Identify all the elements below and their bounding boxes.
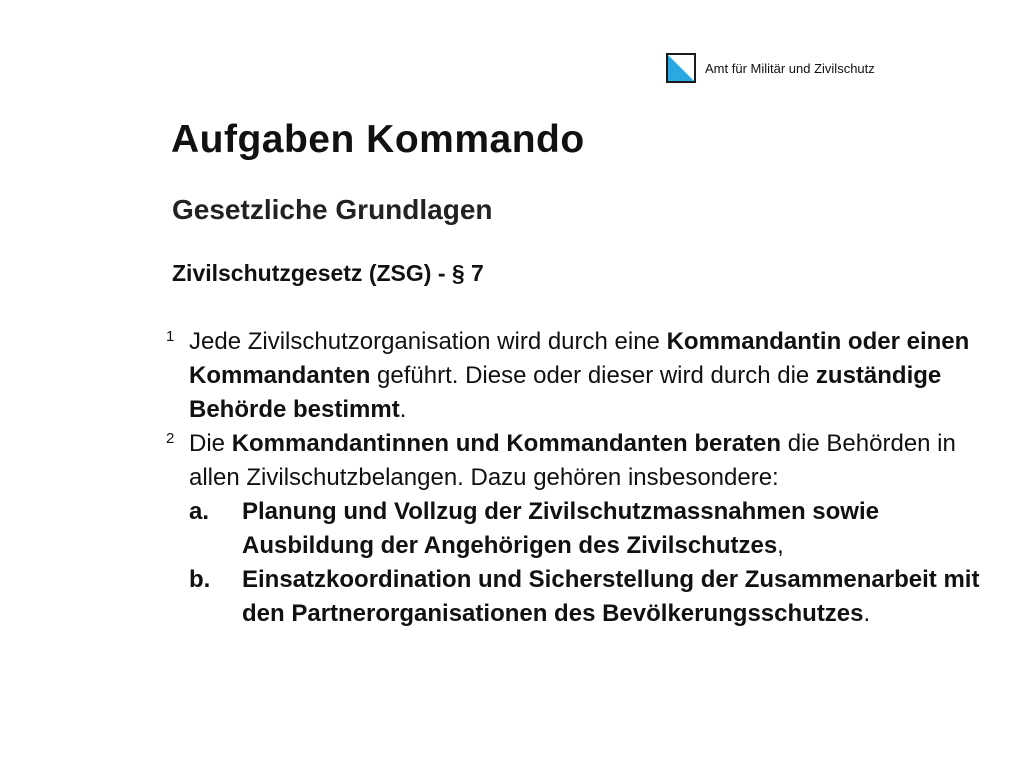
bold-segment: Kommandantin oder einen Kommandanten — [189, 328, 970, 389]
list-marker: b. — [189, 566, 211, 593]
zurich-canton-logo-icon — [666, 53, 696, 83]
text-segment: Jede Zivilschutzorganisation wird durch eine — [189, 328, 667, 355]
paragraph-1 — [166, 325, 986, 427]
law-title: Zivilschutzgesetz (ZSG) - § 7 — [172, 260, 484, 286]
list-item-text — [242, 566, 979, 627]
text-segment: Die — [189, 430, 232, 457]
org-name: Amt für Militär und Zivilschutz — [705, 60, 875, 76]
bold-segment: Kommandantinnen und Kommandanten beraten — [231, 430, 782, 457]
law-text — [166, 325, 986, 631]
text-segment: die Behörden in allen Zivilschutzbelangen. Dazu gehören insbesondere: — [189, 430, 956, 491]
list-item-text — [242, 498, 879, 559]
list-marker: a. — [189, 498, 210, 525]
page-title: Aufgaben Kommando — [171, 118, 585, 161]
header — [666, 53, 875, 83]
text-segment: . — [399, 396, 407, 423]
bold-segment: Einsatzkoordination und Sicherstellung der Zusammenarbeit mit den Partnerorganisationen des Bevölkerungsschutzes — [242, 566, 980, 627]
paragraph-text — [189, 427, 986, 495]
paragraph-number: 1 — [166, 328, 175, 345]
paragraph-number: 2 — [166, 430, 175, 447]
list-item — [189, 563, 986, 631]
bold-segment: Planung und Vollzug der Zivilschutzmassnahmen sowie Ausbildung der Angehörigen des Zivilschutzes — [242, 498, 879, 559]
paragraph-text — [189, 325, 986, 427]
text-segment: . — [863, 600, 871, 627]
page-subtitle: Gesetzliche Grundlagen — [172, 194, 493, 225]
paragraph-2 — [166, 427, 986, 631]
text-segment: , — [777, 532, 784, 559]
bold-segment: zuständige Behörde bestimmt — [189, 362, 942, 423]
text-segment: geführt. Diese oder dieser wird durch die — [370, 362, 816, 389]
list-item — [189, 495, 986, 563]
